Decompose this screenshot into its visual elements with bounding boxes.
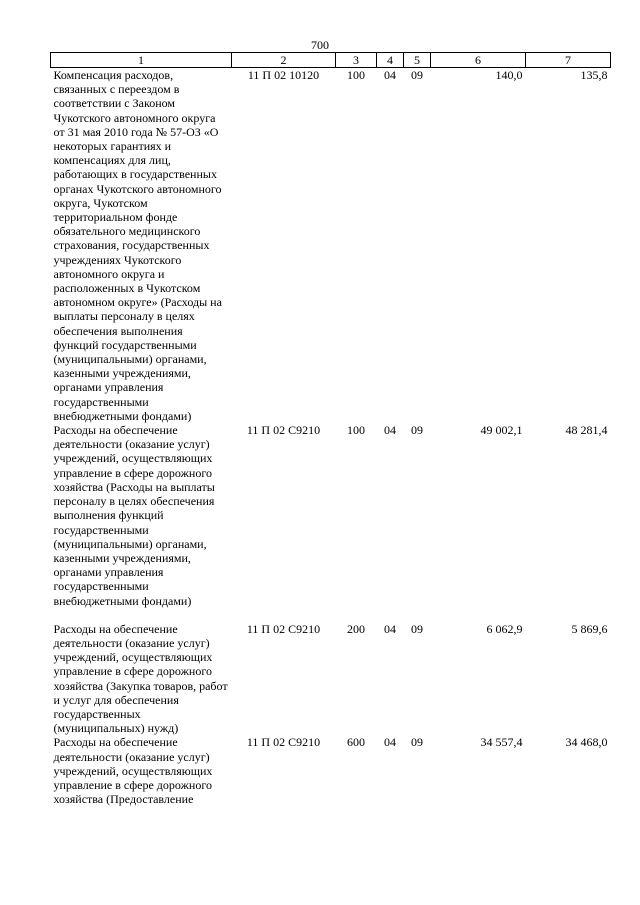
- amount-executed: 135,8: [580, 68, 608, 82]
- table-row: [51, 68, 611, 424]
- section-code: 04: [384, 68, 396, 82]
- budget-table: [50, 52, 611, 806]
- column-header-3: 3: [336, 53, 377, 68]
- expense-type-code: 100: [347, 423, 365, 438]
- column-header-4: 4: [377, 53, 404, 68]
- page-number: 700: [311, 38, 329, 52]
- amount-planned: 49 002,1: [480, 423, 523, 438]
- subsection-code: 09: [411, 621, 423, 636]
- expense-name: Расходы на обеспечение деятельности (оказание услуг) учреждений, осуществляющих управление в сфере дорожного хозяйства (Расходы на выплаты персоналу в целях обеспечения выполнения функций государственными (муниципальными) органами, казенными учреждениями, органами управления государственными внебюджетными фондами): [53, 423, 215, 608]
- amount-executed: 48 281,4: [565, 423, 608, 438]
- section-code: 04: [384, 423, 396, 438]
- amount-planned: 140,0: [495, 68, 523, 82]
- column-header-6: 6: [431, 53, 526, 68]
- column-number-row: [51, 53, 611, 68]
- expense-name: Компенсация расходов, связанных с переездом в соответствии с Законом Чукотского автономного округа от 31 мая 2010 года № 57-ОЗ «О некоторых гарантиях и компенсациях для лиц, работающих в государственных органах Чукотского автономного округа, Чукотском территориальном фонде обязательного медицинского страхования, государственных учреждениях Чукотского автономного округа и расположенных в Чукотском автономном округе» (Расходы на выплаты персоналу в целях обеспечения выполнения функций государственными (муниципальными) органами, казенными учреждениями, органами управления государственными внебюджетными фондами): [53, 68, 222, 423]
- table-row: [51, 423, 611, 622]
- section-code: 04: [384, 735, 396, 750]
- expense-type-code: 100: [347, 68, 365, 82]
- table-row: [51, 735, 611, 806]
- amount-executed: 34 468,0: [565, 735, 608, 750]
- column-header-5: 5: [404, 53, 431, 68]
- subsection-code: 09: [411, 735, 423, 750]
- column-header-1: 1: [51, 53, 232, 68]
- expense-name: Расходы на обеспечение деятельности (оказание услуг) учреждений, осуществляющих управление в сфере дорожного хозяйства (Предоставление: [53, 735, 213, 807]
- table-row: [51, 622, 611, 736]
- subsection-code: 09: [411, 68, 423, 82]
- expense-name: Расходы на обеспечение деятельности (оказание услуг) учреждений, осуществляющих управление в сфере дорожного хозяйства (Закупка товаров, работ и услуг для обеспечения государственных (муниципальных) нужд): [53, 621, 228, 736]
- expense-type-code: 200: [347, 621, 365, 636]
- amount-planned: 34 557,4: [480, 735, 523, 750]
- column-header-2: 2: [232, 53, 336, 68]
- target-article-code: 11 П 02 10120: [247, 68, 320, 82]
- section-code: 04: [384, 621, 396, 636]
- subsection-code: 09: [411, 423, 423, 438]
- column-header-7: 7: [526, 53, 611, 68]
- expense-type-code: 600: [347, 735, 365, 750]
- amount-executed: 5 869,6: [571, 621, 608, 636]
- target-article-code: 11 П 02 С9210: [246, 423, 321, 438]
- target-article-code: 11 П 02 С9210: [246, 735, 321, 750]
- target-article-code: 11 П 02 С9210: [246, 621, 321, 636]
- amount-planned: 6 062,9: [486, 621, 523, 636]
